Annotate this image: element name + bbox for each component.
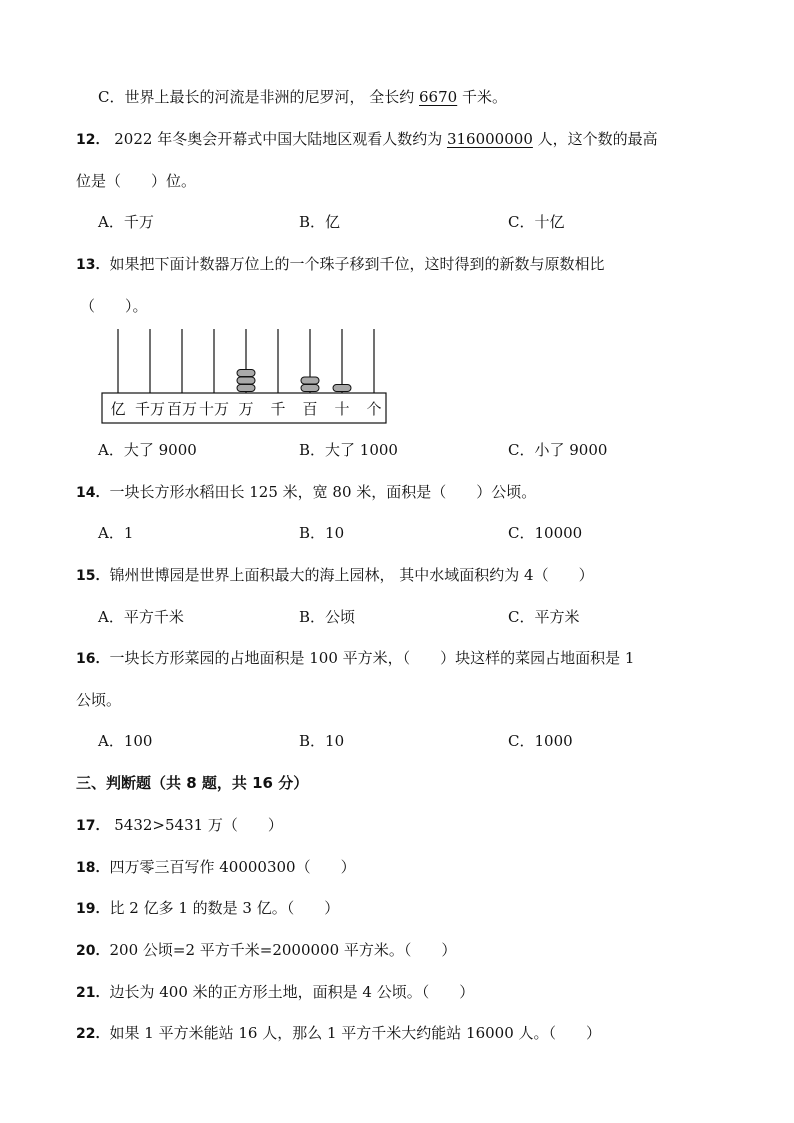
q15-option-b[interactable]: B．公顷 [299, 608, 356, 626]
q13-stem [76, 253, 605, 276]
q22-number: 22． [76, 1026, 110, 1042]
abacus-bead [301, 385, 319, 392]
q18 [76, 856, 356, 879]
section-3-title: 三、判断题（共 8 题，共 16 分） [76, 774, 309, 792]
abacus-bead [237, 370, 255, 377]
q12-option-c[interactable]: C．十亿 [508, 213, 565, 231]
abacus-place-label: 百 [302, 400, 318, 418]
abacus-bead [237, 377, 255, 384]
abacus-place-label: 百万 [167, 400, 197, 418]
q16-option-c[interactable]: C．1000 [508, 732, 573, 750]
abacus-place-label: 千万 [135, 400, 165, 418]
q17-number: 17． [76, 818, 110, 834]
abacus-place-label: 个 [366, 400, 382, 418]
q14-option-a[interactable]: A．1 [98, 524, 134, 542]
q12-value: 316000000 [446, 130, 533, 148]
q19 [76, 897, 339, 920]
q12-text-a: 2022 年冬奥会开幕式中国大陆地区观看人数约为 [109, 130, 447, 148]
q12-text-b: 人，这个数的最高 [532, 130, 658, 148]
abacus-figure [100, 327, 388, 427]
q11-option-c-suffix: 千米。 [457, 88, 507, 106]
q18-number: 18． [76, 860, 110, 876]
q15-option-a[interactable]: A．平方千米 [98, 608, 184, 626]
q16-option-a[interactable]: A．100 [98, 732, 153, 750]
q16-option-b[interactable]: B．10 [299, 732, 345, 750]
q19-text: 比 2 亿多 1 的数是 3 亿。（ ） [109, 899, 340, 917]
q14-text: 一块长方形水稻田长 125 米，宽 80 米，面积是（ ）公顷。 [109, 483, 537, 501]
q20 [76, 939, 456, 962]
q21-text: 边长为 400 米的正方形土地，面积是 4 公顷。（ ） [109, 983, 475, 1001]
q21-number: 21． [76, 985, 110, 1001]
q13-number: 13． [76, 257, 110, 273]
abacus-place-label: 亿 [110, 400, 126, 418]
q13-option-b[interactable]: B．大了 1000 [299, 441, 398, 459]
q12-stem-line2: 位是（ ）位。 [76, 172, 197, 190]
abacus-place-label: 千 [270, 400, 286, 418]
q16-number: 16． [76, 651, 110, 667]
abacus-place-label: 十万 [199, 400, 229, 418]
q12-number: 12． [76, 132, 110, 148]
q14-option-c[interactable]: C．10000 [508, 524, 583, 542]
q12-option-a[interactable]: A．千万 [98, 213, 154, 231]
q20-number: 20． [76, 943, 110, 959]
q15-stem [76, 564, 594, 587]
q14-option-b[interactable]: B．10 [299, 524, 345, 542]
q15-option-c[interactable]: C．平方米 [508, 608, 580, 626]
q20-text: 200 公顷=2 平方千米=2000000 平方米。（ ） [109, 941, 457, 959]
abacus-svg [100, 327, 388, 427]
q13-option-a[interactable]: A．大了 9000 [98, 441, 197, 459]
q21 [76, 981, 474, 1004]
q17 [76, 814, 283, 837]
q22-text: 如果 1 平方米能站 16 人，那么 1 平方千米大约能站 16000 人。（ ） [109, 1024, 602, 1042]
q12-stem [76, 128, 658, 151]
q18-text: 四万零三百写作 40000300（ ） [109, 858, 356, 876]
q13-stem-line2: （ ）。 [80, 297, 148, 315]
abacus-bead [301, 377, 319, 384]
q11-length-value: 6670 [419, 88, 458, 106]
q16-text: 一块长方形菜园的占地面积是 100 平方米，（ ）块这样的菜园占地面积是 1 [109, 649, 635, 667]
q16-stem-line2: 公顷。 [76, 691, 122, 709]
q11-option-c [98, 86, 507, 108]
abacus-bead [333, 385, 351, 392]
q14-stem [76, 481, 536, 504]
q14-number: 14． [76, 485, 110, 501]
q22 [76, 1022, 601, 1045]
q11-option-c-prefix: C．世界上最长的河流是非洲的尼罗河， 全长约 [98, 88, 420, 106]
q13-option-c[interactable]: C．小了 9000 [508, 441, 608, 459]
q19-number: 19． [76, 901, 110, 917]
q15-text: 锦州世博园是世界上面积最大的海上园林， 其中水域面积约为 4（ ） [109, 566, 594, 584]
q16-stem [76, 647, 634, 670]
q17-text: 5432>5431 万（ ） [109, 816, 283, 834]
q12-option-b[interactable]: B．亿 [299, 213, 341, 231]
abacus-place-label: 十 [334, 400, 350, 418]
abacus-bead [237, 385, 255, 392]
q13-text: 如果把下面计数器万位上的一个珠子移到千位，这时得到的新数与原数相比 [109, 255, 605, 273]
q15-number: 15． [76, 568, 110, 584]
abacus-place-label: 万 [238, 400, 254, 418]
